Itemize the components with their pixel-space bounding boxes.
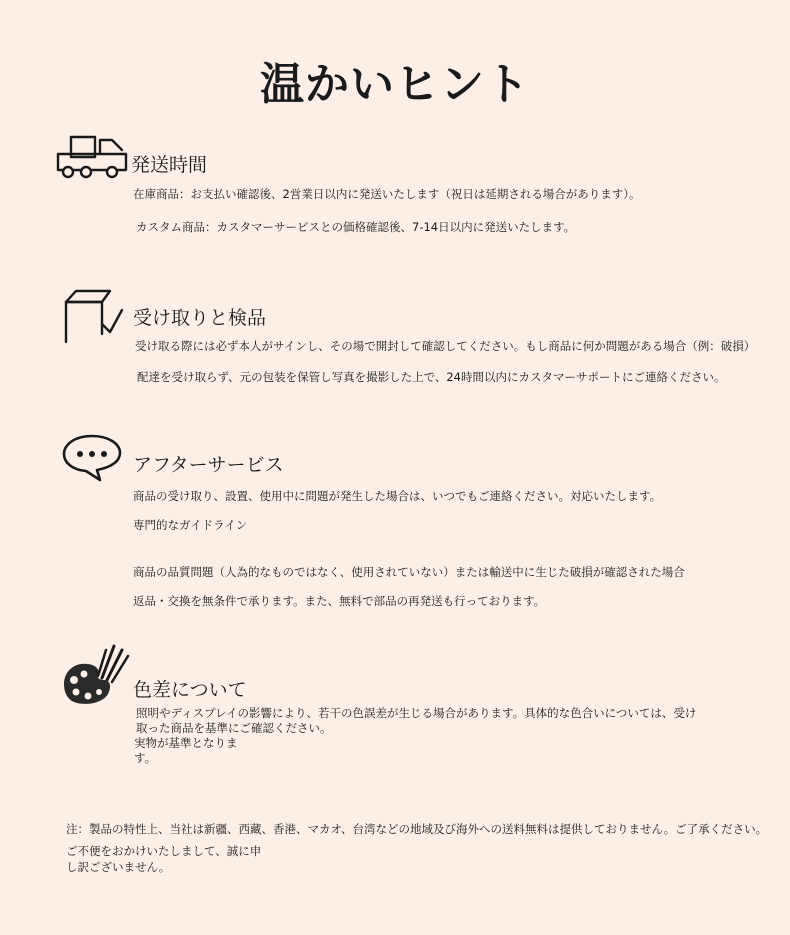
aftersales-line-4: 返品・交換を無条件で承ります。また、無料で部品の再発送も行っております。 (133, 594, 546, 608)
color-line-3: 実物が基準となりま (134, 736, 238, 750)
note-line-1: 注：製品の特性上、当社は新疆、西藏、香港、マカオ、台湾などの地域及び海外への送料無料は提供しておりません。ご了承ください。 (66, 822, 768, 836)
shipping-line-2: カスタム商品：カスタマーサービスとの価格確認後、7-14日以内に発送いたします。 (136, 220, 576, 234)
receipt-line-1: 受け取る際には必ず本人がサインし、その場で開封して確認してください。もし商品に何か問題がある場合（例：破損） (135, 339, 756, 353)
section-heading-aftersales: アフターサービス (133, 454, 284, 476)
aftersales-line-1: 商品の受け取り、設置、使用中に問題が発生した場合は、いつでもご連絡ください。対応いたします。 (133, 489, 662, 503)
speech-bubble-icon (60, 432, 124, 484)
section-heading-color: 色差について (133, 679, 247, 701)
section-heading-receipt: 受け取りと検品 (133, 307, 267, 329)
color-line-1: 照明やディスプレイの影響により、若干の色誤差が生じる場合があります。具体的な色合いについては、受け (136, 706, 697, 720)
color-line-4: す。 (134, 751, 157, 765)
note-line-2: ご不便をおかけいたしまして、誠に申 (66, 844, 262, 858)
color-line-2: 取った商品を基準にご確認ください。 (136, 721, 332, 735)
section-heading-shipping: 発送時間 (131, 154, 208, 176)
note-line-3: し訳ございません。 (66, 860, 171, 874)
page-title: 温かいヒント (260, 59, 530, 110)
shipping-line-1: 在庫商品：お支払い確認後、2営業日以内に発送いたします（祝日は延期される場合があります）。 (133, 187, 641, 201)
box-check-icon (62, 288, 126, 350)
aftersales-line-2: 専門的なガイドライン (133, 518, 248, 532)
palette-icon (60, 642, 134, 710)
aftersales-line-3: 商品の品質問題（人為的なものではなく、使用されていない）または輸送中に生じた破損が確認された場合 (133, 565, 685, 579)
receipt-line-2: 配達を受け取らず、元の包装を保管し写真を撮影した上で、24時間以内にカスタマーサポートにご連絡ください。 (137, 370, 726, 384)
truck-icon (56, 134, 130, 180)
